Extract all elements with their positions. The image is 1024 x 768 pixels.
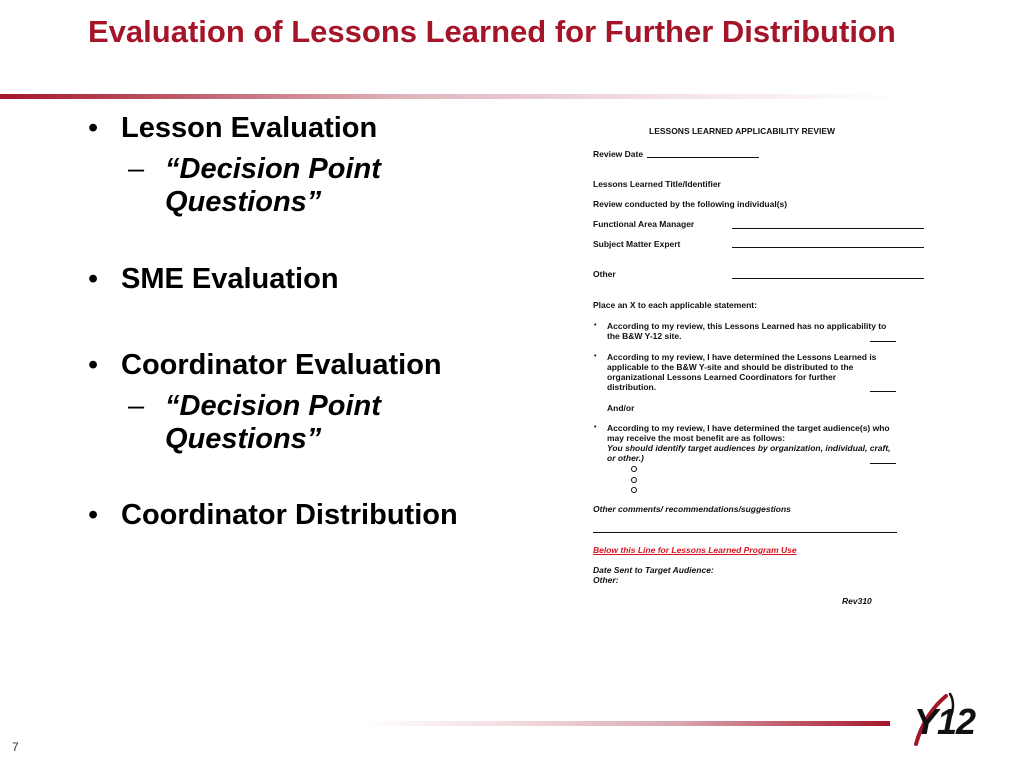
bullet-marker: • (88, 349, 99, 381)
y12-logo (908, 692, 1004, 750)
form-statement2-line2: applicable to the B&W Y-site and should be distributed to the (607, 362, 854, 372)
bullet-item (88, 112, 528, 145)
form-statement3-note1: You should identify target audiences by organization, individual, craft, (607, 443, 891, 453)
form-statement3-line2: may receive the most benefit are as follows: (607, 433, 786, 443)
bullet-list (88, 112, 528, 532)
form-circle-bullet (631, 487, 637, 493)
title-divider (0, 94, 900, 99)
form-checkbox-line (870, 463, 896, 464)
sub-bullet-marker: – (128, 390, 145, 422)
form-line (732, 247, 924, 248)
form-review-date-label: Review Date (593, 149, 644, 159)
sub-bullet-text: “Decision Point Questions” (165, 390, 381, 455)
slide-title: Evaluation of Lessons Learned for Further Distribution (88, 14, 896, 49)
form-checkbox-line (870, 341, 896, 342)
y12-logo-image (914, 694, 976, 744)
form-title-label: Lessons Learned Title/Identifier (593, 179, 721, 189)
form-fam-label: Functional Area Manager (593, 219, 695, 229)
form-sme-label: Subject Matter Expert (593, 239, 681, 249)
form-line (732, 228, 924, 229)
sub-bullet-marker: – (128, 153, 145, 185)
form-statement2-line1: According to my review, I have determined the Lessons Learned is (607, 352, 877, 362)
form-circle-bullet (631, 477, 637, 483)
form-statement1-line2: the B&W Y-12 site. (607, 331, 682, 341)
form-instruction: Place an X to each applicable statement: (593, 300, 757, 310)
form-rev: Rev310 (842, 596, 872, 606)
sub-bullet-text: “Decision Point Questions” (165, 153, 381, 218)
form-other-comments: Other comments/ recommendations/suggestions (593, 504, 791, 514)
form-statement2-line4: distribution. (607, 382, 657, 392)
form-below-line-note: Below this Line for Lessons Learned Program Use (593, 545, 797, 555)
bullet-marker: • (88, 499, 99, 531)
form-checkbox-line (870, 391, 896, 392)
bullet-marker: • (88, 263, 99, 295)
bullet-marker: • (88, 112, 99, 144)
bullet-text: Lesson Evaluation (121, 112, 378, 144)
form-statement3-line1: According to my review, I have determined the target audience(s) who (607, 423, 890, 433)
form-line (732, 278, 924, 279)
form-statement3-note2: or other.) (607, 453, 644, 463)
form-other-label: Other (593, 269, 616, 279)
bullet-text: Coordinator Distribution (121, 499, 458, 531)
form-and-or: And/or (607, 403, 635, 413)
page-number: 7 (12, 740, 19, 754)
form-date-sent: Date Sent to Target Audience: (593, 565, 714, 575)
sub-bullet-item (88, 390, 528, 456)
form-line (647, 157, 759, 158)
form-other2: Other: (593, 575, 619, 585)
form-list-bullet: • (594, 424, 597, 431)
bullet-item (88, 263, 528, 296)
form-circle-bullet (631, 466, 637, 472)
form-line (593, 532, 897, 533)
form-conducted-label: Review conducted by the following individual(s) (593, 199, 788, 209)
bullet-text: SME Evaluation (121, 263, 339, 295)
applicability-review-form-image (583, 118, 943, 618)
form-statement2-line3: organizational Lessons Learned Coordinators for further (607, 372, 837, 382)
form-heading: LESSONS LEARNED APPLICABILITY REVIEW (649, 126, 836, 136)
bullet-item (88, 499, 528, 532)
footer-divider (360, 721, 890, 726)
svg-text:Y12: Y12 (914, 701, 976, 742)
bullet-item (88, 349, 528, 382)
sub-bullet-item (88, 153, 528, 219)
form-statement1-line1: According to my review, this Lessons Learned has no applicability to (607, 321, 887, 331)
bullet-text: Coordinator Evaluation (121, 349, 442, 381)
form-list-bullet: • (594, 322, 597, 329)
form-list-bullet: • (594, 353, 597, 360)
